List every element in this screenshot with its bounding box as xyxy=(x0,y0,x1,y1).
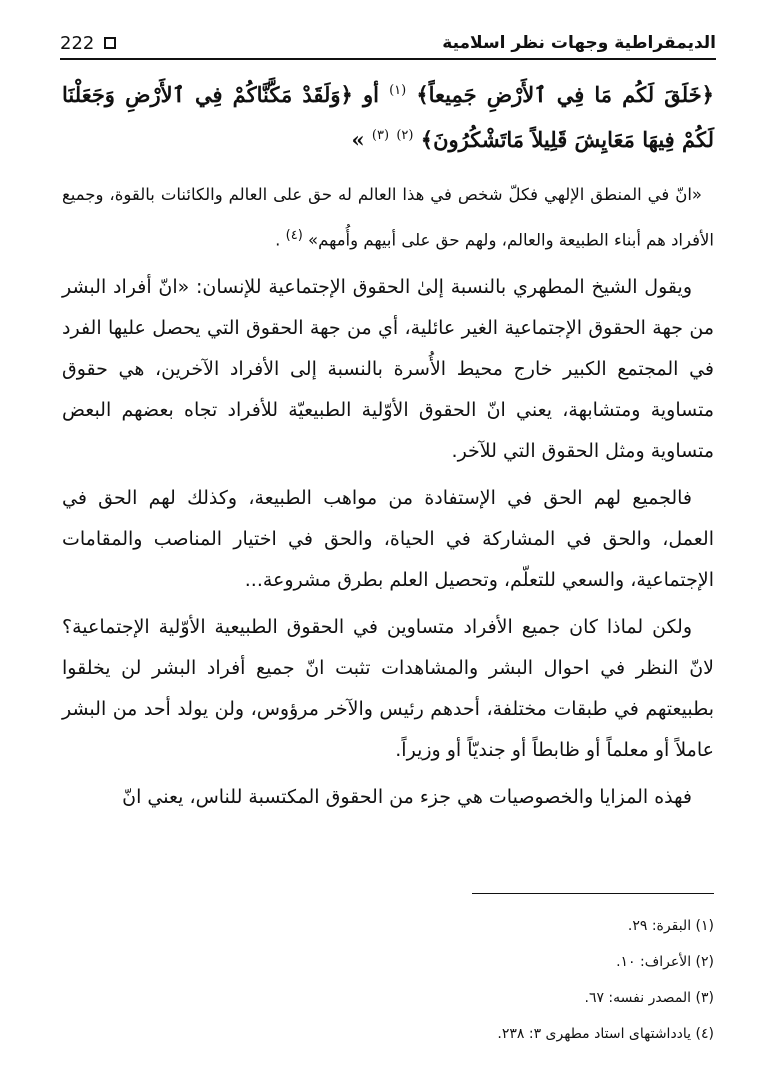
quran-or: أو xyxy=(362,82,379,107)
paragraph-4: ولكن لماذا كان جميع الأفراد متساوين في الحقوق الطبيعية الأوّلية الإجتماعية؟ لانّ النظر في احوال البشر والمشاهدات تثبت انّ جميع أفراد البشر لن يخلقوا بطبيعتهم في طبقات مختلفة، أحدهم رئيس والآخر مرؤوس، ولن يولد أحد من البشر عاملاً أو معلماً أو ظابطاً أو جنديّاً أو وزيراً. xyxy=(62,615,714,761)
footnote-2: (٢) الأعراف: ١٠. xyxy=(616,954,714,970)
quran-verse-1: ﴿خَلَقَ لَكُم مَا فِي ٱلأَرْضِ جَمِيعاً﴾ xyxy=(416,82,714,107)
running-title: الديمقراطية وجهات نظر اسلامية xyxy=(442,33,716,53)
square-icon xyxy=(104,37,116,49)
quran-verse-2a: ﴿وَلَقَدْ مَكَّنَّاكُمْ فِي ٱلأَرْضِ وَجَعَلْنَا لَكُمْ xyxy=(62,82,714,152)
footnote-1: (١) البقرة: ٢٩. xyxy=(627,918,714,934)
paragraph-1-text: «انّ في المنطق الإلهي فكلّ شخص في هذا العالم له حق على العالم والكائنات بالقوة، وجميع الأفراد هم أبناء الطبيعة والعالم، ولهم حق على أبيهم وأُمهم» xyxy=(62,185,714,250)
main-text xyxy=(62,70,714,824)
quran-quote xyxy=(62,70,714,160)
footnote-3: (٣) المصدر نفسه: ٦٧. xyxy=(584,990,714,1006)
footnotes xyxy=(62,908,714,1052)
quran-verse-2b: فِيهَا مَعَايِشَ قَلِيلاً مَاتَشْكُرُونَ﴾ xyxy=(420,127,675,152)
footnote-ref-1: (١) xyxy=(389,83,407,98)
paragraph-1 xyxy=(62,174,714,261)
footnote-ref-3: (٣) xyxy=(371,128,390,143)
footnote-4: (٤) يادداشتهاى استاد مطهرى ٣: ٢٣٨. xyxy=(497,1026,714,1042)
footnote-ref-4: (٤) xyxy=(285,228,303,243)
paragraph-2: ويقول الشيخ المطهري بالنسبة إلىٰ الحقوق الإجتماعية للإنسان: «انّ أفراد البشر من جهة الحقوق الإجتماعية الغير عائلية، أي من جهة الحقوق التي يحصل عليها الفرد في المجتمع الكبير خارج محيط الأُسرة بالنسبة إلى الأفراد الآخرين، هي حقوق متساوية ومتشابهة، يعني انّ الحقوق الأوّلية الطبيعيّة للأفراد تجاه بعضهم البعض متساوية ومثل الحقوق التي للآخر. xyxy=(62,275,714,462)
paragraph-1-end: . xyxy=(275,230,281,250)
page-header xyxy=(60,28,716,60)
footnote-divider xyxy=(472,893,714,894)
paragraph-5: فهذه المزايا والخصوصيات هي جزء من الحقوق المكتسبة للناس، يعني انّ xyxy=(122,785,692,808)
quote-close: » xyxy=(351,127,365,152)
paragraph-3: فالجميع لهم الحق في الإستفادة من مواهب الطبيعة، وكذلك لهم الحق في العمل، والحق في المشاركة في الحياة، والحق في اختيار المناصب والمقامات الإجتماعية، والسعي للتعلّم، وتحصيل العلم بطرق مشروعة... xyxy=(62,486,714,591)
footnote-ref-2: (٢) xyxy=(396,128,414,143)
header-page-group xyxy=(60,33,116,54)
page-number: 222 xyxy=(60,32,95,54)
